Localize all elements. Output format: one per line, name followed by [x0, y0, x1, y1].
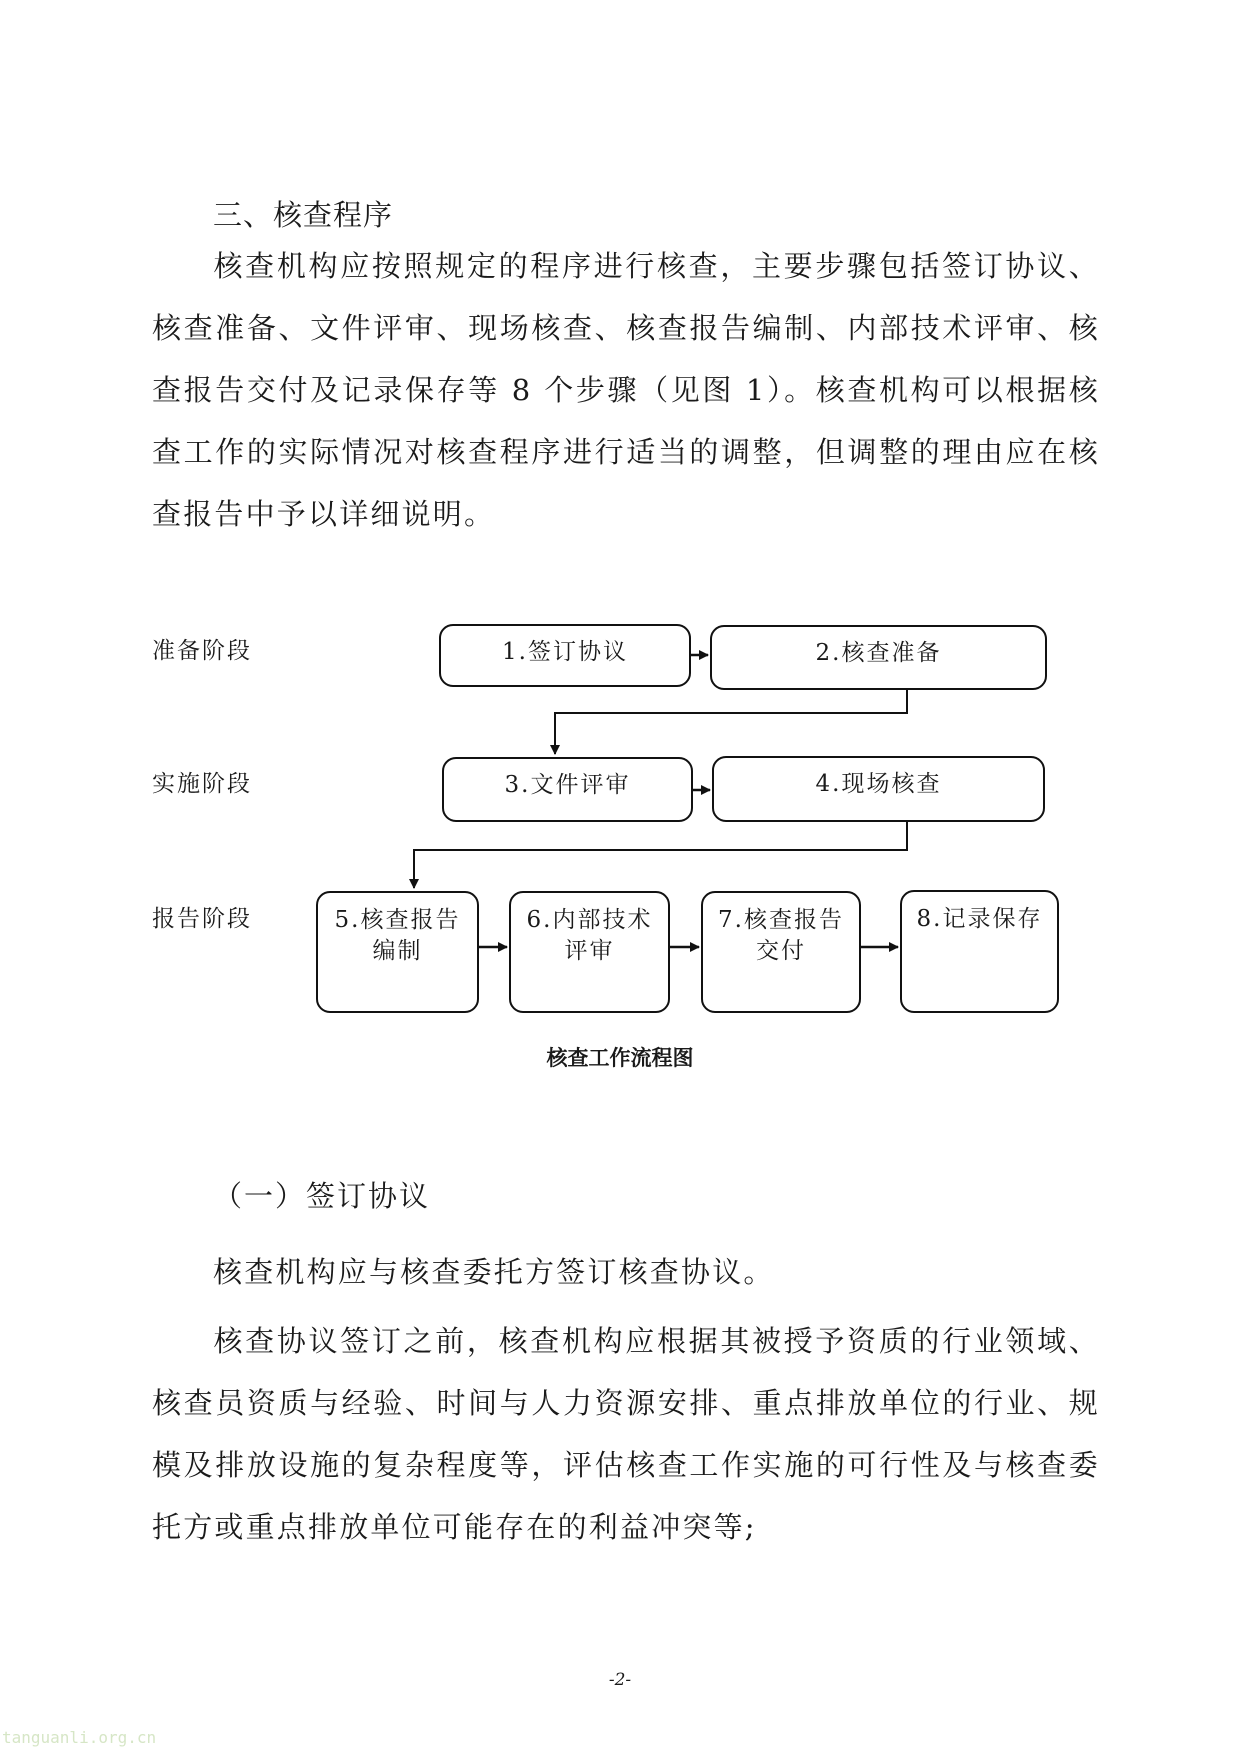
paragraph-3 — [152, 1310, 1100, 1558]
step-box-6 — [509, 891, 670, 1013]
step-label: 8.记录保存 — [916, 906, 1043, 932]
step-box-8 — [900, 890, 1059, 1013]
step-box-2 — [710, 625, 1047, 690]
stage-label-implement: 实施阶段 — [152, 771, 252, 797]
step-label: 2.核查准备 — [815, 640, 942, 666]
step-box-3 — [442, 757, 693, 822]
step-label: 1.签订协议 — [502, 639, 628, 665]
stage-label-report: 报告阶段 — [152, 906, 252, 932]
paragraph-3-text: 核查协议签订之前，核查机构应根据其被授予资质的行业领域、核查员资质与经验、时间与人力资源安排、重点排放单位的行业、规模及排放设施的复杂程度等，评估核查工作实施的可行性及与核查委托方或重点排放单位可能存在的利益冲突等; — [152, 1324, 1100, 1544]
step-box-5 — [316, 891, 479, 1013]
step-box-1 — [439, 624, 691, 687]
paragraph-2-text: 核查机构应与核查委托方签订核查协议。 — [213, 1255, 775, 1289]
watermark: tanguanli.org.cn — [2, 1728, 157, 1747]
step-label: 7.核查报告交付 — [718, 907, 844, 964]
arrow-2-to-3 — [555, 690, 907, 754]
step-label: 5.核查报告编制 — [334, 907, 461, 964]
paragraph-2 — [152, 1241, 1100, 1303]
page-number: -2- — [608, 1670, 632, 1690]
intro-paragraph — [152, 235, 1100, 545]
step-label: 6.内部技术评审 — [526, 907, 653, 964]
figure-caption: 核查工作流程图 — [546, 1046, 694, 1070]
step-box-4 — [712, 756, 1045, 822]
intro-paragraph-text: 核查机构应按照规定的程序进行核查，主要步骤包括签订协议、核查准备、文件评审、现场核查、核查报告编制、内部技术评审、核查报告交付及记录保存等 8 个步骤（见图 1）。核查机构可以根据核查工作的实际情况对核查程序进行适当的调整，但调整的理由应在核查报告中予以详细说明。 — [152, 249, 1100, 531]
step-box-7 — [701, 891, 861, 1013]
step-label: 3.文件评审 — [504, 772, 631, 798]
stage-label-prep: 准备阶段 — [152, 638, 252, 664]
step-label: 4.现场核查 — [815, 771, 942, 797]
section-heading: 三、核查程序 — [213, 198, 394, 232]
subsection-heading: （一）签订协议 — [213, 1179, 431, 1213]
arrow-4-to-5 — [414, 822, 907, 888]
